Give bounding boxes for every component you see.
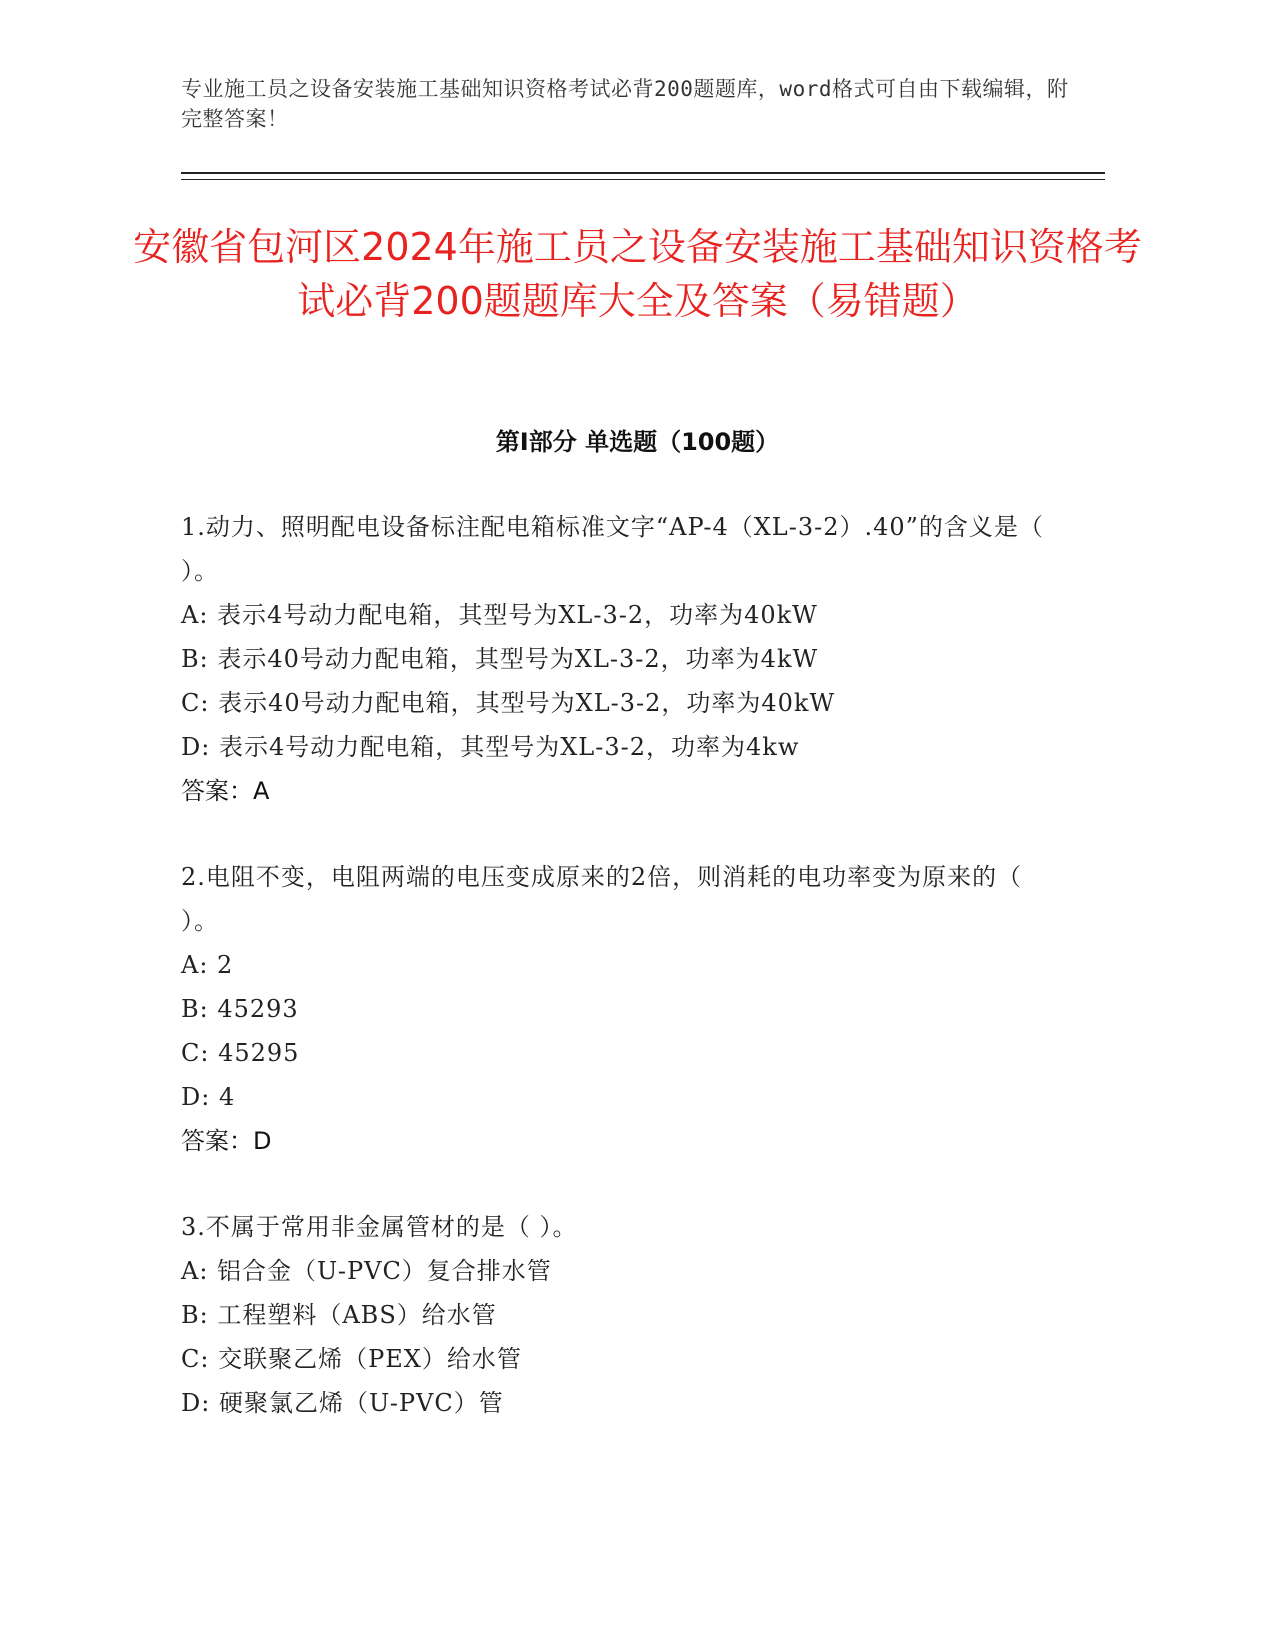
option-b: B: 表示40号动力配电箱，其型号为XL-3-2，功率为4kW <box>181 645 819 673</box>
option-c: C: 交联聚乙烯（PEX）给水管 <box>181 1345 522 1373</box>
question-1 <box>181 505 1061 813</box>
question-list <box>181 505 1061 1467</box>
question-stem: 2.电阻不变，电阻两端的电压变成原来的2倍，则消耗的电功率变为原来的（ ）。 <box>181 863 1023 935</box>
option-c: C: 45295 <box>181 1039 300 1067</box>
question-stem: 1.动力、照明配电设备标注配电箱标准文字“AP-4（XL-3-2）.40”的含义是（ ）。 <box>181 513 1044 585</box>
question-2 <box>181 855 1061 1163</box>
option-a: A: 铝合金（U-PVC）复合排水管 <box>181 1257 552 1285</box>
section-title: 第I部分 单选题（100题） <box>495 428 780 456</box>
question-3 <box>181 1205 1061 1425</box>
header-divider-thick <box>181 172 1105 174</box>
answer: 答案：A <box>181 777 270 805</box>
option-b: B: 工程塑料（ABS）给水管 <box>181 1301 497 1329</box>
header-divider-thin <box>181 179 1105 180</box>
document-title: 安徽省包河区2024年施工员之设备安装施工基础知识资格考试必背200题题库大全及答案（易错题） <box>133 225 1142 323</box>
header-note: 专业施工员之设备安装施工基础知识资格考试必背200题题库，word格式可自由下载编辑，附完整答案！ <box>181 77 1069 131</box>
option-b: B: 45293 <box>181 995 299 1023</box>
option-a: A: 表示4号动力配电箱，其型号为XL-3-2，功率为40kW <box>181 601 818 629</box>
question-stem: 3.不属于常用非金属管材的是（ ）。 <box>181 1213 578 1241</box>
option-d: D: 4 <box>181 1083 236 1111</box>
answer: 答案：D <box>181 1127 272 1155</box>
option-d: D: 表示4号动力配电箱，其型号为XL-3-2，功率为4kw <box>181 733 800 761</box>
option-d: D: 硬聚氯乙烯（U-PVC）管 <box>181 1389 504 1417</box>
option-c: C: 表示40号动力配电箱，其型号为XL-3-2，功率为40kW <box>181 689 836 717</box>
option-a: A: 2 <box>181 951 234 979</box>
